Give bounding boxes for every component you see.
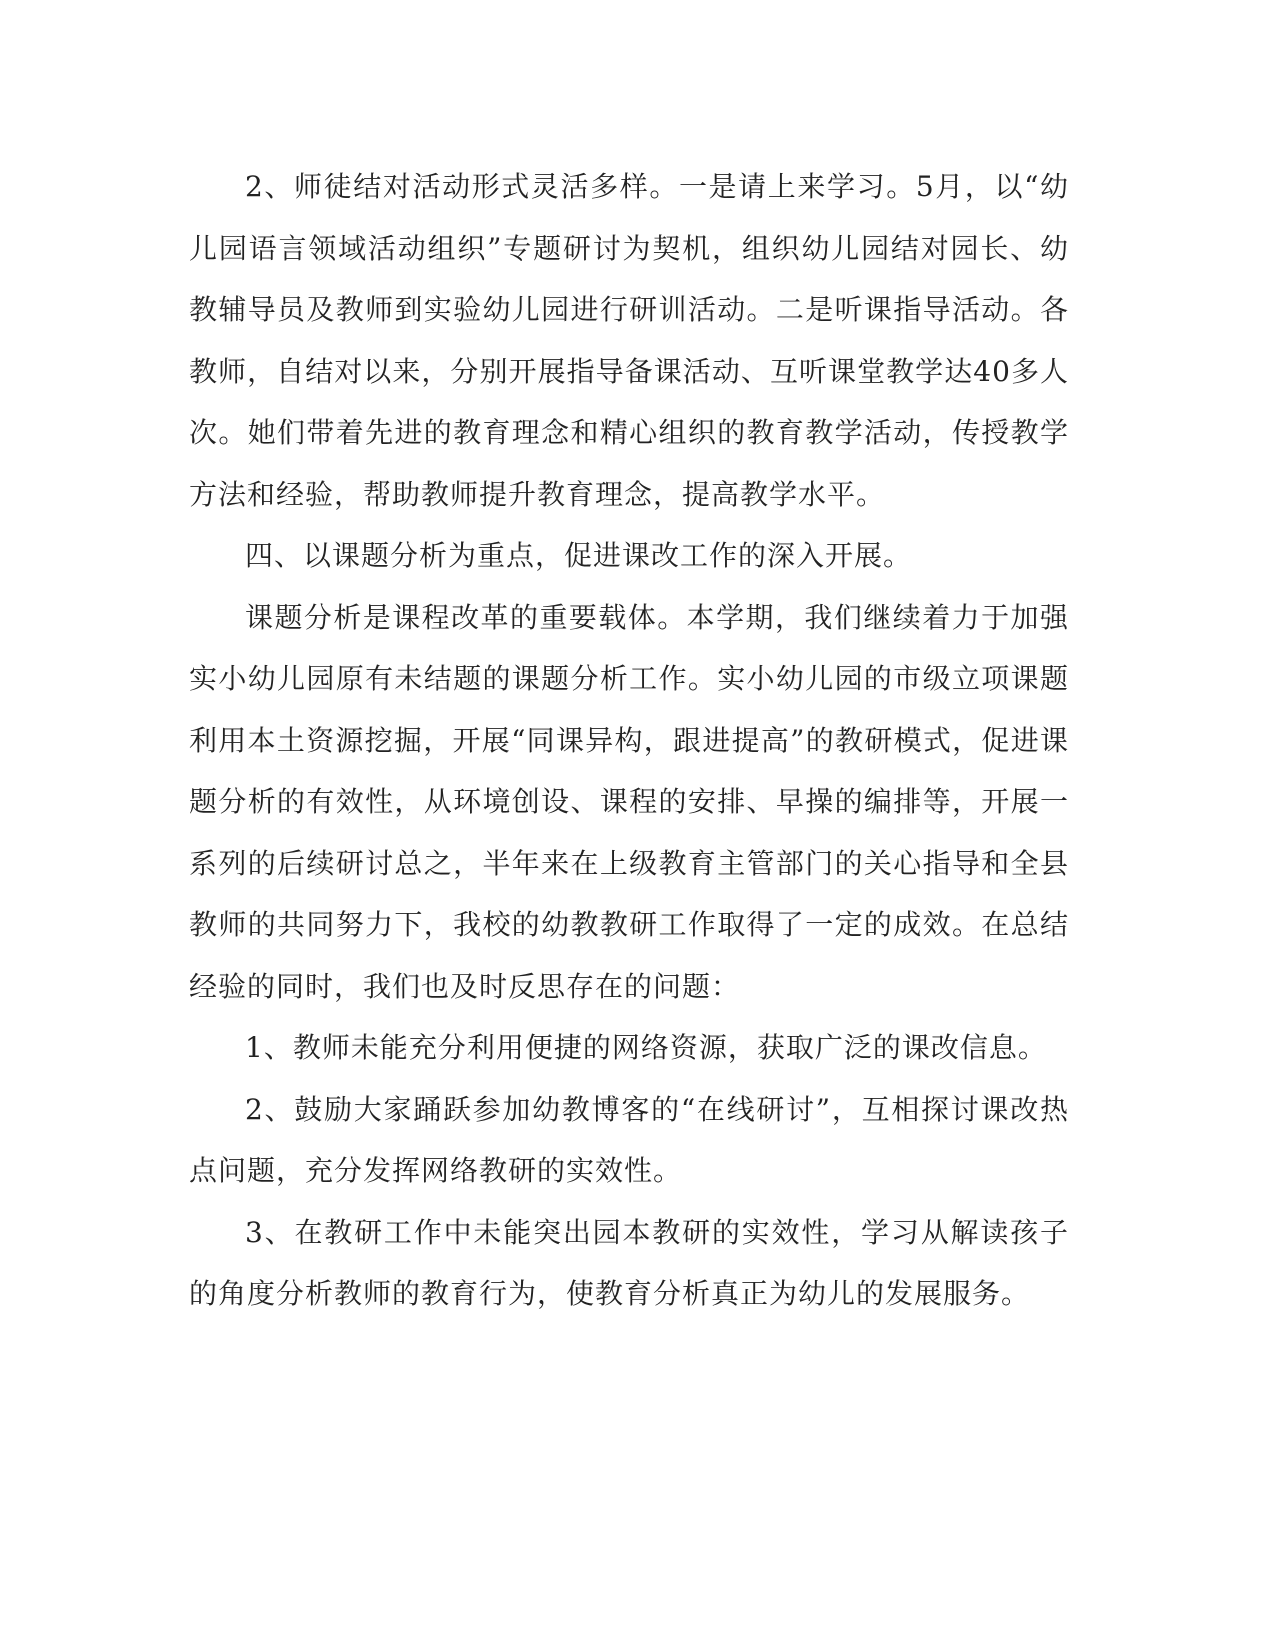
section-heading-four: 四、以课题分析为重点，促进课改工作的深入开展。 [245, 539, 913, 572]
paragraph-research: 课题分析是课程改革的重要载体。本学期，我们继续着力于加强实小幼儿园原有未结题的课题分析工作。实小幼儿园的市级立项课题利用本土资源挖掘，开展“同课异构，跟进提高”的教研模式，促进课题分析的有效性，从环境创设、课程的安排、早操的编排等，开展一系列的后续研讨总之，半年来在上级教育主管部门的关心指导和全县教师的共同努力下，我校的幼教教研工作取得了一定的成效。在总结经验的同时，我们也及时反思存在的问题： [189, 600, 1069, 1003]
document-body [189, 156, 1069, 1325]
problem-item-1: 1、教师未能充分利用便捷的网络资源，获取广泛的课改信息。 [245, 1031, 1047, 1064]
problem-item-3: 3、在教研工作中未能突出园本教研的实效性，学习从解读孩子的角度分析教师的教育行为，使教育分析真正为幼儿的发展服务。 [189, 1215, 1069, 1310]
paragraph-mentorship: 2、师徒结对活动形式灵活多样。一是请上来学习。5月，以“幼儿园语言领域活动组织”专题研讨为契机，组织幼儿园结对园长、幼教辅导员及教师到实验幼儿园进行研训活动。二是听课指导活动。各教师，自结对以来，分别开展指导备课活动、互听课堂教学达40多人次。她们带着先进的教育理念和精心组织的教育教学活动，传授教学方法和经验，帮助教师提升教育理念，提高教学水平。 [189, 170, 1069, 511]
problem-item-2: 2、鼓励大家踊跃参加幼教博客的“在线研讨”，互相探讨课改热点问题，充分发挥网络教研的实效性。 [189, 1092, 1069, 1187]
